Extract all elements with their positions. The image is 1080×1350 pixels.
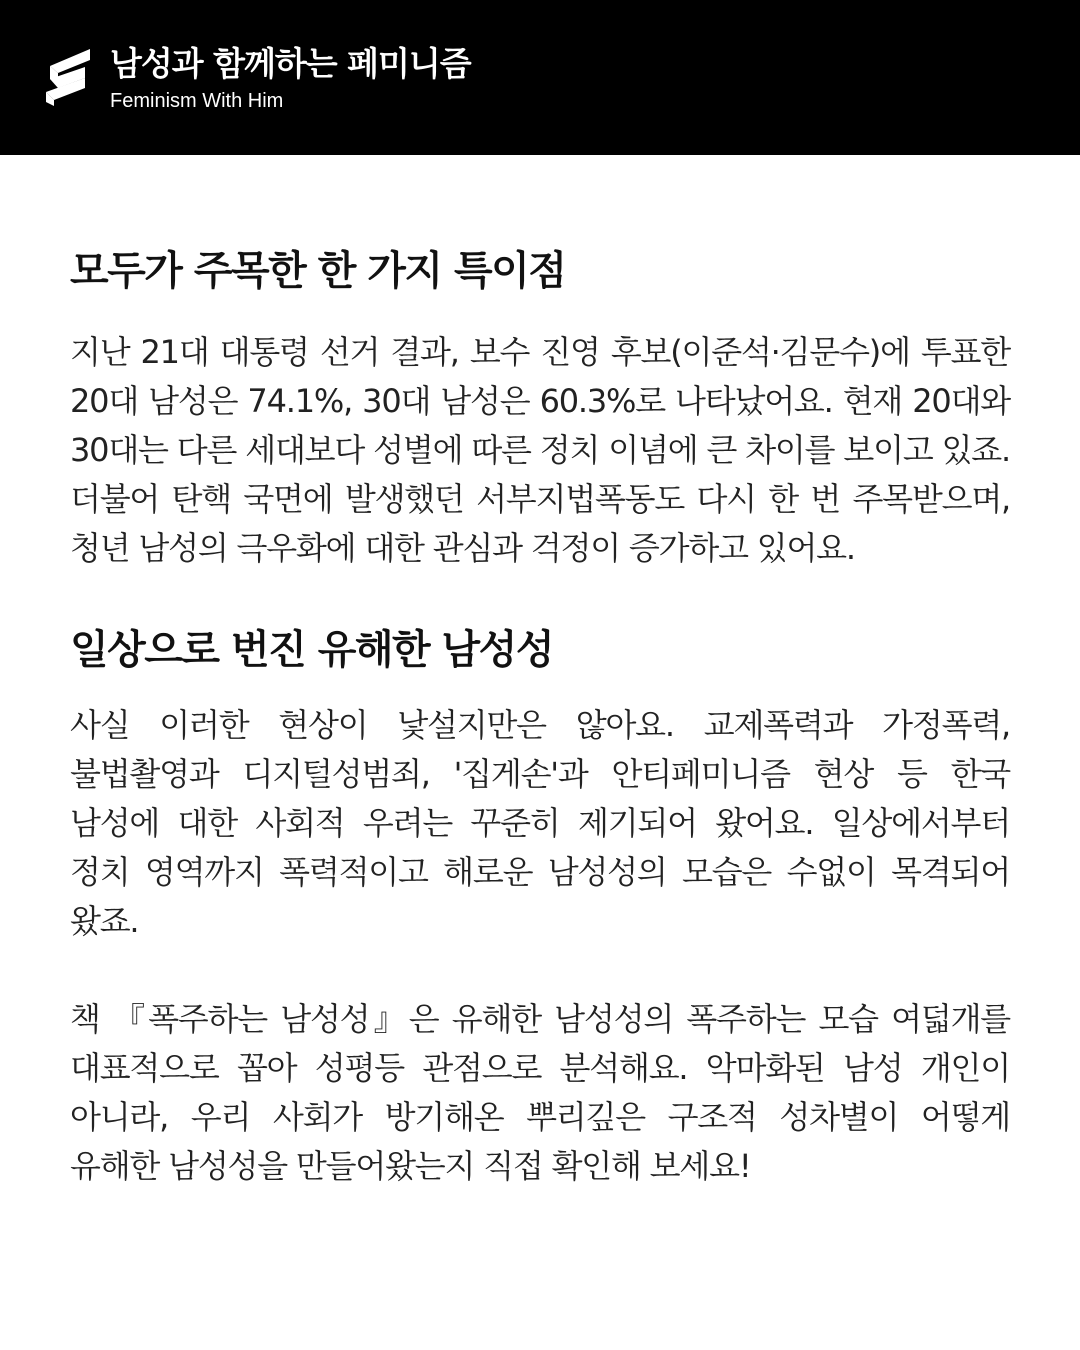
brand-subtitle: Feminism With Him — [110, 90, 284, 112]
brand-title: 남성과 함께하는 페미니즘 — [110, 44, 471, 83]
fwh-logo-icon — [44, 46, 94, 106]
article-body — [70, 241, 1010, 1191]
paragraph-everyday-violence: 사실 이러한 현상이 낯설지만은 않아요. 교제폭력과 가정폭력, 불법촬영과 디지털성범죄, '집게손'과 안티페미니즘 현상 등 한국 남성에 대한 사회적 우려는 꾸준히 제기되어 왔어요. 일상에서부터 정치 영역까지 폭력적이고 해로운 남성성의 모습은 수없이 목격되어 왔죠. — [70, 706, 1010, 940]
page-header — [0, 0, 1080, 155]
section-heading-notable-point: 모두가 주목한 한 가지 특이점 — [70, 248, 566, 294]
paragraph-book-intro: 책 『폭주하는 남성성』은 유해한 남성성의 폭주하는 모습 여덟개를 대표적으로 꼽아 성평등 관점으로 분석해요. 악마화된 남성 개인이 아니라, 우리 사회가 방기해온 뿌리깊은 구조적 성차별이 어떻게 유해한 남성성을 만들어왔는지 직접 확인해 보세요! — [70, 1000, 1010, 1185]
paragraph-election-result: 지난 21대 대통령 선거 결과, 보수 진영 후보(이준석·김문수)에 투표한 20대 남성은 74.1%, 30대 남성은 60.3%로 나타났어요. 현재 20대와 30대는 다른 세대보다 성별에 따른 정치 이념에 큰 차이를 보이고 있죠. 더불어 탄핵 국면에 발생했던 서부지법폭동도 다시 한 번 주목받으며, 청년 남성의 극우화에 대한 관심과 걱정이 증가하고 있어요. — [70, 333, 1010, 567]
section-heading-toxic-masculinity: 일상으로 번진 유해한 남성성 — [70, 627, 553, 673]
